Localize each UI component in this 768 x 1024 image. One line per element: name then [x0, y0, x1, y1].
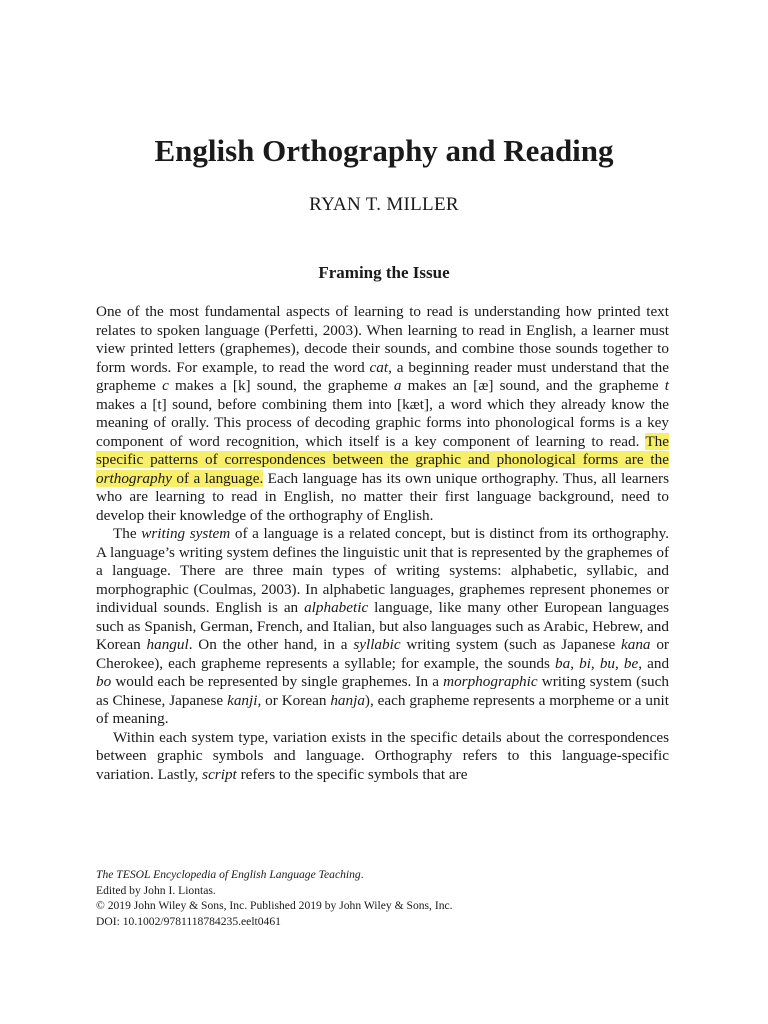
italic-term: bu	[599, 654, 615, 672]
paragraph-2	[96, 525, 669, 729]
italic-term: writing system	[141, 525, 231, 542]
text-run: The	[113, 525, 142, 542]
italic-term: ba	[555, 654, 571, 672]
italic-term: c	[162, 377, 169, 394]
italic-term: cat	[369, 358, 389, 376]
italic-term: syllabic	[353, 636, 401, 653]
article-title: English Orthography and Reading	[154, 133, 614, 168]
italic-term: alphabetic	[304, 599, 369, 616]
text-run: of a language.	[171, 469, 264, 487]
text-run: writing system (such as Chinese, Japanese	[96, 673, 669, 709]
encyclopedia-title-line	[96, 867, 669, 883]
text-run: ,	[615, 654, 624, 672]
italic-term: bo	[96, 673, 112, 690]
italic-term: t	[664, 377, 669, 394]
paragraph-1	[96, 303, 669, 525]
italic-term: be	[623, 654, 639, 672]
text-run: . On the other hand, in a	[188, 636, 354, 653]
doi-line: DOI: 10.1002/9781118784235.eelt0461	[96, 914, 281, 928]
italic-term: kana	[620, 636, 651, 653]
body-text	[96, 303, 669, 784]
text-run: or Cherokee), each grapheme represents a syllable; for example, the sounds	[96, 636, 669, 672]
text-run: refers to the specific symbols that are	[236, 765, 468, 783]
encyclopedia-title: The TESOL Encyclopedia of English Language Teaching	[96, 868, 361, 881]
italic-term: hangul	[146, 636, 189, 653]
text-run: Each language has its own unique orthography. Thus, all learners who are learning to read in English, no matter their first language background, need to develop their knowledge of the orthography of English.	[96, 469, 670, 524]
text-run: Within each system type, variation exists in the specific details about the correspondences between graphic symbols and language. Orthography refers to this language-specific variation. Lastly,	[96, 728, 669, 783]
text-run: , or Korean	[257, 691, 331, 709]
italic-term: bi	[579, 654, 591, 672]
text-run: The specific patterns of correspondences between the graphic and phonological forms are the	[96, 432, 669, 468]
text-run: makes a [k] sound, the grapheme	[168, 377, 394, 394]
text-run: ,	[570, 654, 580, 672]
italic-term: script	[202, 765, 237, 783]
author-name: RYAN T. MILLER	[309, 194, 459, 215]
text-run: ), each grapheme represents a morpheme or a unit of meaning.	[96, 691, 669, 727]
text-run: makes an [æ] sound, and the grapheme	[401, 377, 665, 394]
text-run: would each be represented by single graphemes. In a	[111, 673, 444, 690]
text-run: , a beginning reader must understand that the grapheme	[96, 358, 669, 394]
copyright-line: © 2019 John Wiley & Sons, Inc. Published 2019 by John Wiley & Sons, Inc.	[96, 899, 453, 912]
text-run: makes a [t] sound, before combining them into [kæt], a word which they already know the meaning of orally. This process of decoding graphic forms into phonological forms is a key component of word recognition, which itself is a key component of learning to read.	[96, 395, 669, 450]
text-run: One of the most fundamental aspects of learning to read is understanding how printed text relates to spoken language (Perfetti, 2003). When learning to read in English, a learner must view printed letters (graphemes), decode their sounds, and combine those sounds together to form words. For example, to read the word	[96, 303, 669, 376]
italic-term: a	[393, 377, 402, 394]
text-run: ,	[590, 654, 600, 672]
italic-term: morphographic	[443, 673, 538, 690]
editor-line: Edited by John I. Liontas.	[96, 883, 216, 897]
text-run: of a language is a related concept, but is distinct from its orthography. A language’s writing system defines the linguistic unit that is represented by the graphemes of a language. There are three main types of writing systems: alphabetic, syllabic, and morphographic (Coulmas, 2003). In alphabetic languages, graphemes represent phonemes or individual sounds. English is an	[96, 525, 669, 616]
publication-footer	[96, 867, 669, 929]
text-run: writing system (such as Japanese	[400, 636, 621, 653]
section-heading: Framing the Issue	[318, 263, 450, 282]
italic-term: hanja	[330, 691, 365, 709]
text-run: , and	[638, 654, 670, 672]
italic-term: orthography	[96, 469, 172, 487]
text-run: .	[360, 868, 364, 881]
text-run: language, like many other European languages such as Spanish, German, French, and Italian, but also languages such as Arabic, Hebrew, and Korean	[96, 599, 669, 653]
italic-term: kanji	[227, 691, 258, 709]
paragraph-3	[96, 729, 669, 785]
